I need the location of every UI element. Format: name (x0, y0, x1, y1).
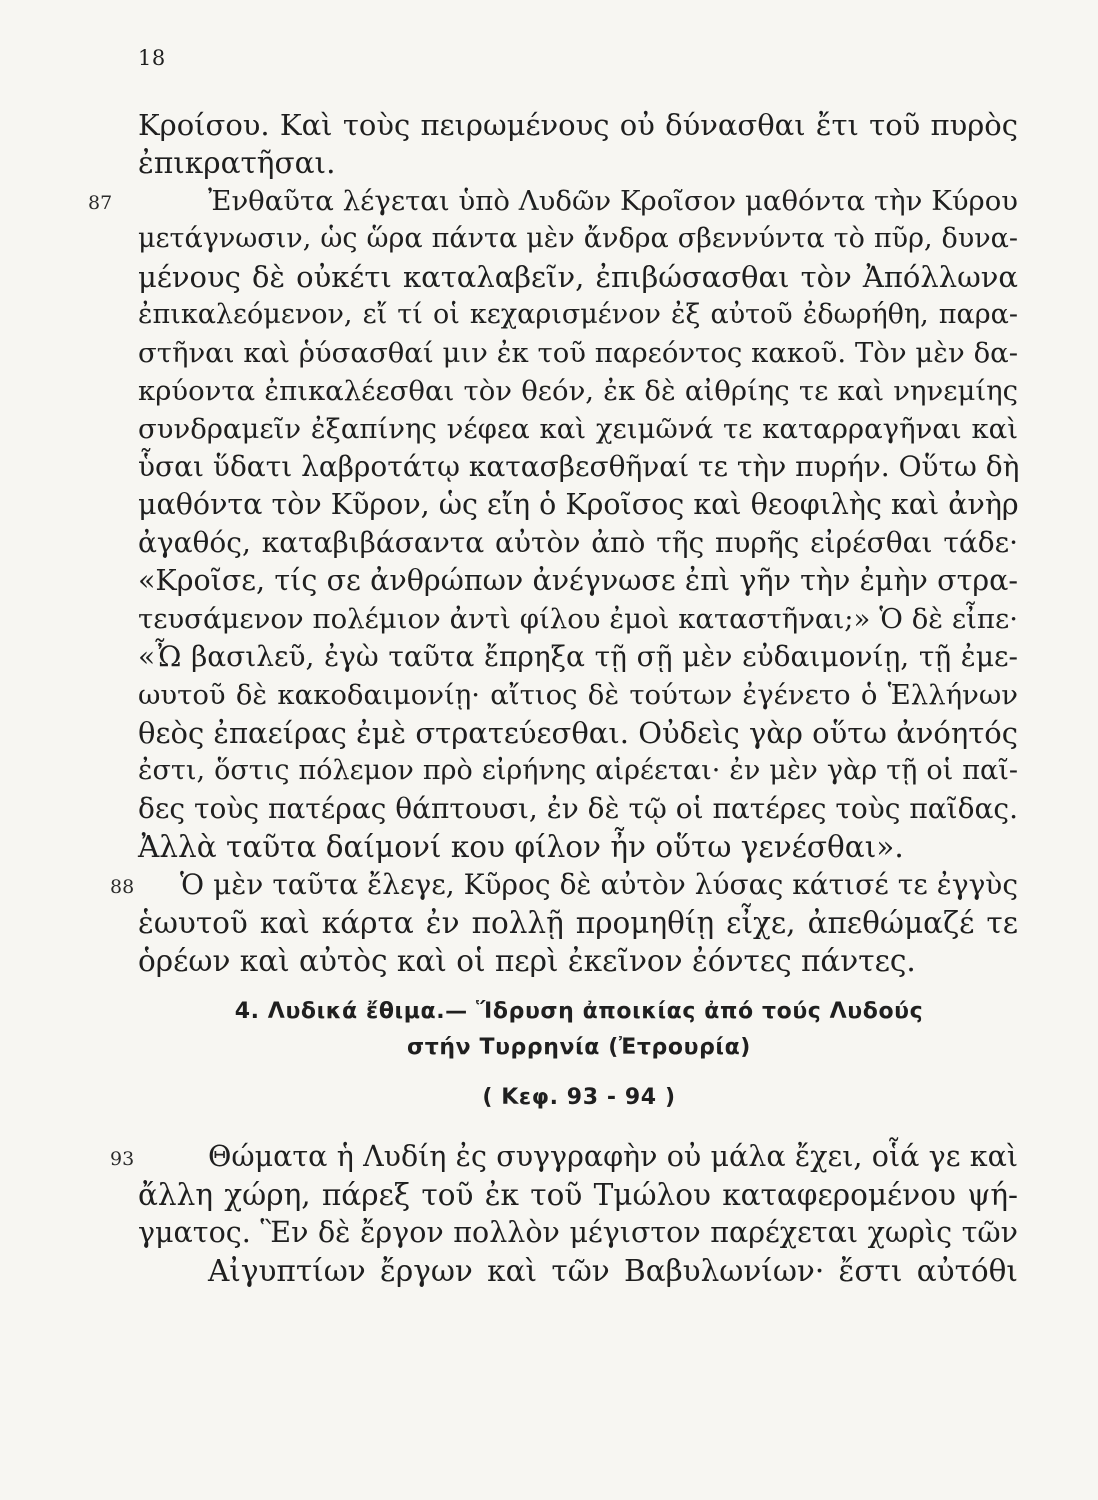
text-line: ἀγαθός, καταβιβάσαντα αὐτὸν ἀπὸ τῆς πυρῆς εἰρέσθαι τάδε· (138, 526, 1018, 559)
text-line: ἑωυτοῦ καὶ κάρτα ἐν πολλῇ προμηθίῃ εἶχε, ἀπεθώμαζέ τε (138, 906, 1018, 940)
text-line: θεὸς ἐπαείρας ἐμὲ στρατεύεσθαι. Οὐδεὶς γὰρ οὕτω ἀνόητός (138, 716, 1018, 750)
text-line: δες τοὺς πατέρας θάπτουσι, ἐν δὲ τῷ οἱ πατέρες τοὺς παῖδας. (138, 792, 1018, 825)
text-line: κρύοντα ἐπικαλέεσθαι τὸν θεόν, ἐκ δὲ αἰθρίης τε καὶ νηνεμίης (138, 375, 1018, 407)
text-line: Κροίσου. Καὶ τοὺς πειρωμένους οὐ δύνασθαι ἔτι τοῦ πυρὸς (138, 108, 1018, 142)
text-line: ἐστι, ὅστις πόλεμον πρὸ εἰρήνης αἱρέεται· ἐν μὲν γὰρ τῇ οἱ παῖ- (138, 755, 1018, 786)
text-line: μένους δὲ οὐκέτι καταλαβεῖν, ἐπιβώσασθαι τὸν Ἀπόλλωνα (138, 260, 1018, 294)
text-line: Αἰγυπτίων ἔργων καὶ τῶν Βαβυλωνίων· ἔστι αὐτόθι (208, 1254, 1018, 1288)
text-line: Ἀλλὰ ταῦτα δαίμονί κου φίλον ἦν οὕτω γενέσθαι». (138, 830, 904, 864)
text-line: τευσάμενον πολέμιον ἀντὶ φίλου ἐμοὶ καταστῆναι;» Ὁ δὲ εἶπε· (138, 603, 1018, 635)
section-number: 93 (110, 1148, 135, 1170)
chapter-reference: ( Κεφ. 93 - 94 ) (482, 1085, 676, 1110)
text-line: ἐπικαλεόμενον, εἴ τί οἱ κεχαρισμένον ἐξ αὐτοῦ ἐδωρήθη, παρα- (138, 299, 1018, 330)
text-line: γματος. Ἓν δὲ ἔργον πολλὸν μέγιστον παρέχεται χωρὶς τῶν (138, 1216, 1018, 1249)
text-line: ὗσαι ὕδατι λαβροτάτῳ κατασβεσθῆναί τε τὴν πυρήν. Οὕτω δὴ (138, 450, 1020, 483)
text-line: ἄλλη χώρη, πάρεξ τοῦ ἐκ τοῦ Τμώλου καταφερομένου ψή- (138, 1178, 1018, 1212)
text-line: ωυτοῦ δὲ κακοδαιμονίῃ· αἴτιος δὲ τούτων ἐγένετο ὁ Ἑλλήνων (138, 679, 1018, 711)
text-line: Ἐνθαῦτα λέγεται ὑπὸ Λυδῶν Κροῖσον μαθόντα τὴν Κύρου (208, 185, 1018, 217)
text-line: ὁρέων καὶ αὐτὸς καὶ οἱ περὶ ἐκεῖνον ἐόντες πάντες. (138, 944, 916, 978)
text-line: ἐπικρατῆσαι. (138, 146, 336, 180)
text-line: μαθόντα τὸν Κῦρον, ὡς εἴη ὁ Κροῖσος καὶ θεοφιλὴς καὶ ἀνὴρ (138, 488, 1019, 521)
chapter-heading-line: 4. Λυδικά ἔθιμα.— Ἵδρυση ἀποικίας ἀπό τούς Λυδούς (234, 999, 924, 1024)
text-line: στῆναι καὶ ῥύσασθαί μιν ἐκ τοῦ παρεόντος κακοῦ. Τὸν μὲν δα- (138, 337, 1018, 369)
page-number: 18 (138, 46, 166, 70)
text-line: μετάγνωσιν, ὡς ὥρα πάντα μὲν ἄνδρα σβεννύντα τὸ πῦρ, δυνα- (138, 223, 1018, 254)
text-line: «Κροῖσε, τίς σε ἀνθρώπων ἀνέγνωσε ἐπὶ γῆν τὴν ἐμὴν στρα- (138, 564, 1018, 597)
text-line: Ὁ μὲν ταῦτα ἔλεγε, Κῦρος δὲ αὐτὸν λύσας κάτισέ τε ἐγγὺς (180, 868, 1018, 901)
text-line: Θώματα ἡ Λυδίη ἐς συγγραφὴν οὐ μάλα ἔχει, οἷά γε καὶ (208, 1140, 1018, 1173)
section-number: 88 (110, 876, 135, 898)
section-number: 87 (88, 192, 113, 214)
text-line: συνδραμεῖν ἐξαπίνης νέφεα καὶ χειμῶνά τε καταρραγῆναι καὶ (138, 413, 1018, 445)
text-line: «Ὦ βασιλεῦ, ἐγὼ ταῦτα ἔπρηξα τῇ σῇ μὲν εὐδαιμονίῃ, τῇ ἐμε- (138, 640, 1018, 673)
chapter-heading-line: στήν Τυρρηνία (Ἐτρουρία) (407, 1035, 751, 1060)
